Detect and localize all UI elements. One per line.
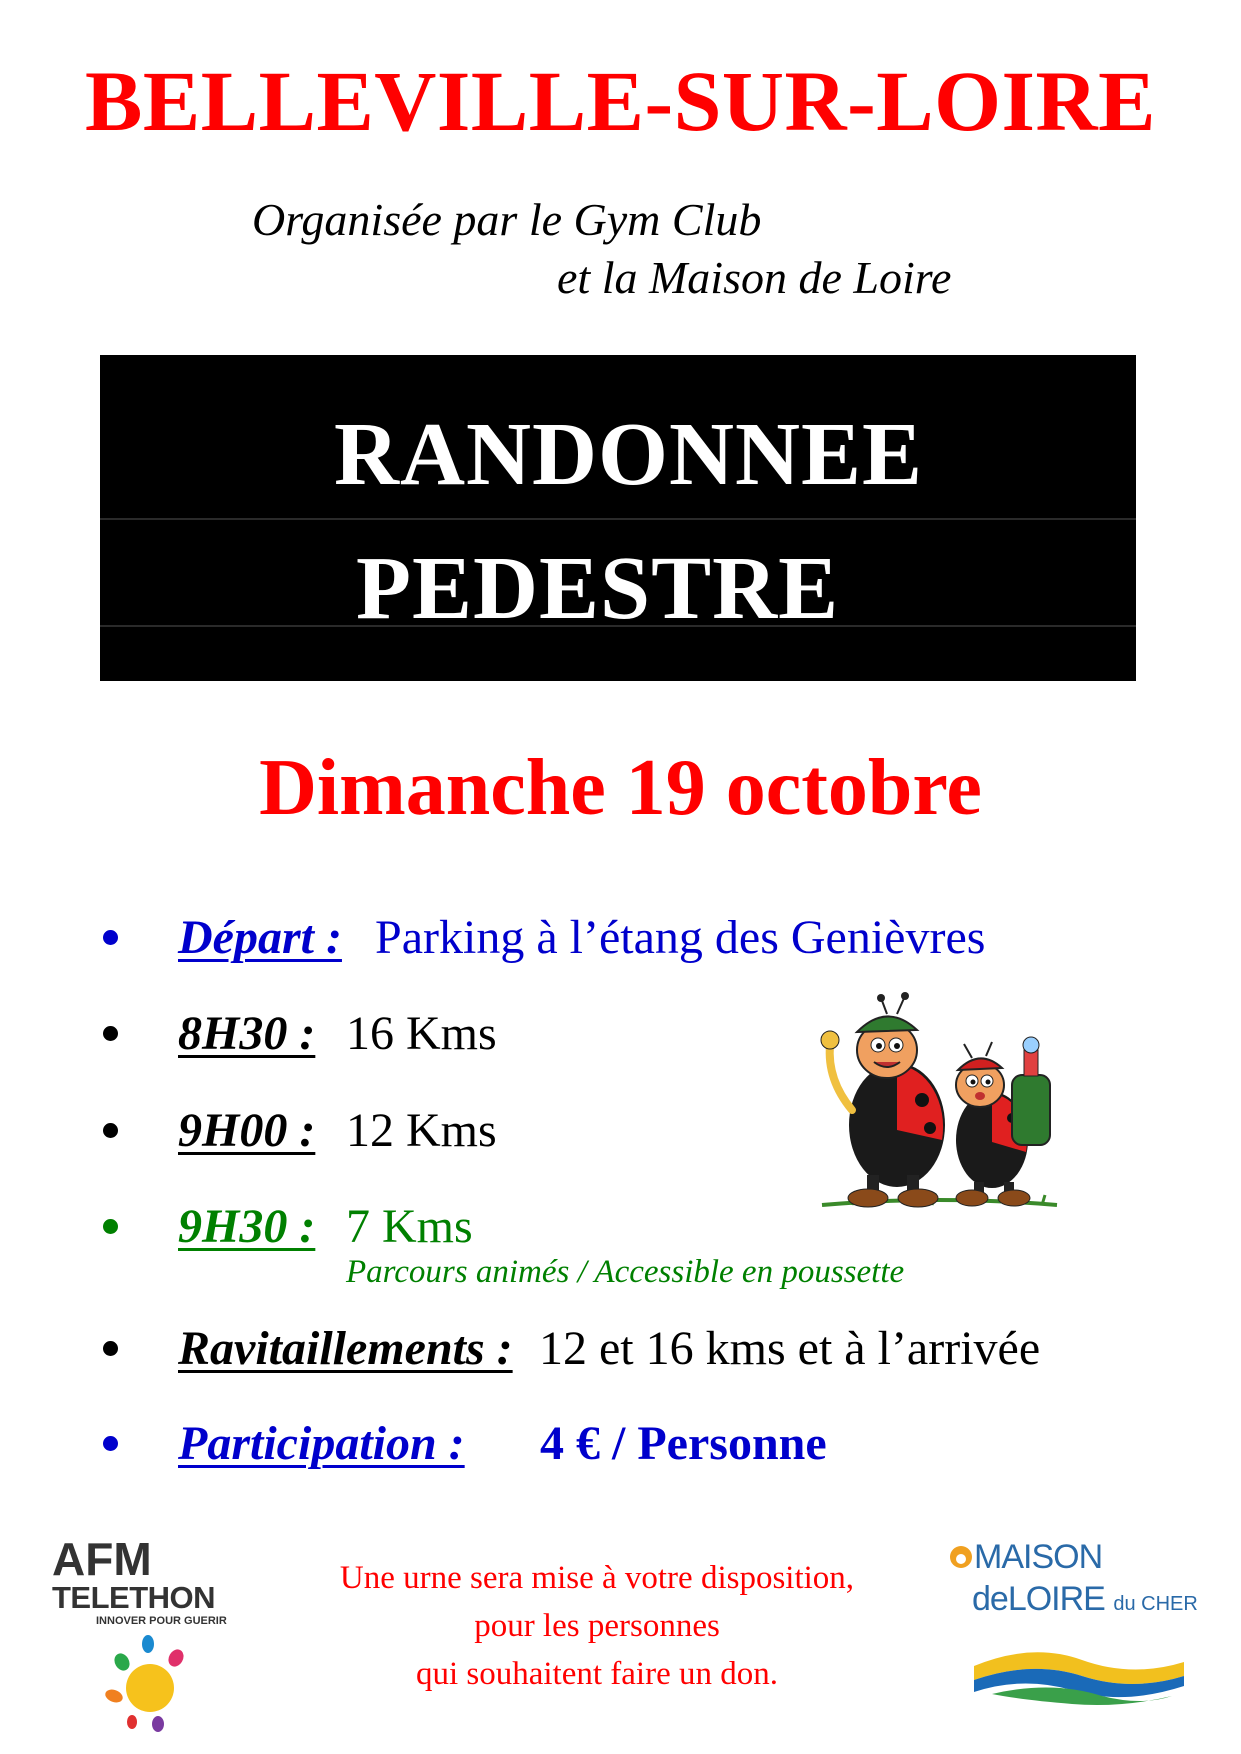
organizer-line-2: et la Maison de Loire (557, 252, 952, 303)
afm-logo-text: AFM (52, 1533, 152, 1585)
maison-word: MAISON (974, 1538, 1103, 1576)
item-label: 9H30 : (178, 1200, 316, 1253)
bullet-icon (103, 1436, 118, 1451)
item-label: 8H30 : (178, 1007, 316, 1060)
item-label: Départ : (178, 911, 342, 964)
item-label: Ravitaillements : (178, 1322, 513, 1375)
item-value: 7 Kms (346, 1200, 473, 1253)
bullet-icon (103, 1219, 118, 1234)
loire-word: LOIRE (1007, 1580, 1105, 1618)
maison-de-loire-logo (942, 1534, 1202, 1714)
river-wave-icon (972, 1646, 1187, 1706)
afm-tagline: INNOVER POUR GUERIR (96, 1615, 227, 1627)
donation-line-2: pour les personnes (474, 1608, 720, 1644)
item-value: 12 et 16 kms et à l’arrivée (539, 1322, 1041, 1375)
item-label: 9H00 : (178, 1104, 316, 1157)
du-cher-word: du CHER (1113, 1593, 1198, 1615)
item-label: Participation : (178, 1417, 465, 1470)
telethon-logo-text: TELETHON (52, 1580, 216, 1615)
maison-logo-mark-icon (948, 1544, 974, 1570)
bullet-icon (103, 1341, 118, 1356)
bullet-icon (103, 1123, 118, 1138)
donation-line-1: Une urne sera mise à votre disposition, (339, 1560, 855, 1596)
de-loire-text (972, 1582, 1198, 1616)
event-date: Dimanche 19 octobre (259, 744, 982, 832)
bullet-icon (103, 1026, 118, 1041)
route-note: Parcours animés / Accessible en poussette (346, 1254, 905, 1290)
town-title: BELLEVILLE-SUR-LOIRE (85, 53, 1156, 149)
de-word: de (972, 1580, 1008, 1618)
item-value: 16 Kms (346, 1007, 497, 1060)
afm-telethon-logo (48, 1533, 258, 1736)
organizer-line-1: Organisée par le Gym Club (252, 194, 762, 245)
banner-title-line-2: PEDESTRE (356, 539, 840, 638)
sun-figure-icon (100, 1632, 200, 1732)
donation-line-3: qui souhaitent faire un don. (415, 1656, 778, 1692)
ladybug-hikers-illustration (812, 990, 1062, 1220)
item-value: 12 Kms (346, 1104, 497, 1157)
price-value: 4 € / Personne (540, 1417, 827, 1470)
bullet-icon (103, 930, 118, 945)
item-value: Parking à l’étang des Genièvres (375, 911, 986, 964)
donation-notice (282, 1554, 912, 1698)
banner-divider (100, 518, 1136, 520)
banner-title-line-1: RANDONNEE (334, 405, 924, 504)
